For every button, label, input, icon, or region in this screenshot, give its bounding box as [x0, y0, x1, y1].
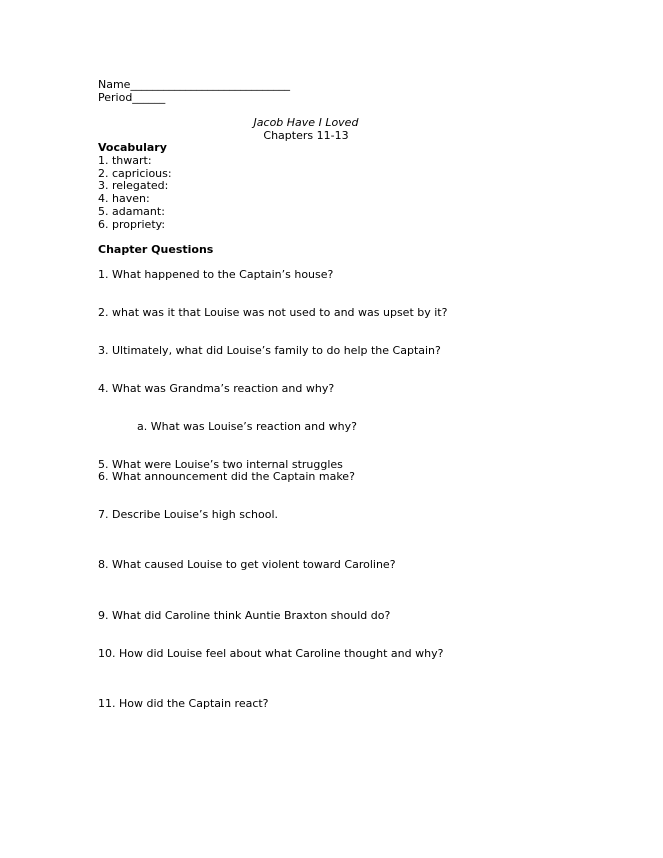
question-item: 6. What announcement did the Captain make? — [98, 470, 355, 483]
question-item: 8. What caused Louise to get violent toward Caroline? — [98, 558, 396, 571]
vocab-item: 5. adamant: — [98, 205, 165, 218]
question-item: 3. Ultimately, what did Louise’s family to do help the Captain? — [98, 344, 441, 357]
question-item: 9. What did Caroline think Auntie Braxton should do? — [98, 609, 391, 622]
question-item: 5. What were Louise’s two internal struggles — [98, 458, 343, 471]
question-item: 4. What was Grandma’s reaction and why? — [98, 382, 335, 395]
question-subitem: a. What was Louise’s reaction and why? — [137, 420, 357, 433]
period-line: Period______ — [98, 91, 166, 104]
vocab-item: 1. thwart: — [98, 154, 152, 167]
vocab-item: 4. haven: — [98, 192, 150, 205]
question-item: 11. How did the Captain react? — [98, 697, 269, 710]
question-item: 7. Describe Louise’s high school. — [98, 508, 278, 521]
vocab-item: 3. relegated: — [98, 179, 169, 192]
name-line: Name_____________________________ — [98, 78, 290, 91]
vocab-item: 2. capricious: — [98, 167, 172, 180]
questions-heading: Chapter Questions — [98, 243, 214, 256]
vocab-item: 6. propriety: — [98, 218, 166, 231]
question-item: 1. What happened to the Captain’s house? — [98, 268, 334, 281]
question-item: 10. How did Louise feel about what Caroline thought and why? — [98, 647, 444, 660]
question-item: 2. what was it that Louise was not used to and was upset by it? — [98, 306, 448, 319]
chapters-subtitle: Chapters 11-13 — [263, 129, 349, 142]
book-title: Jacob Have I Loved — [253, 116, 359, 129]
vocabulary-heading: Vocabulary — [98, 141, 167, 154]
